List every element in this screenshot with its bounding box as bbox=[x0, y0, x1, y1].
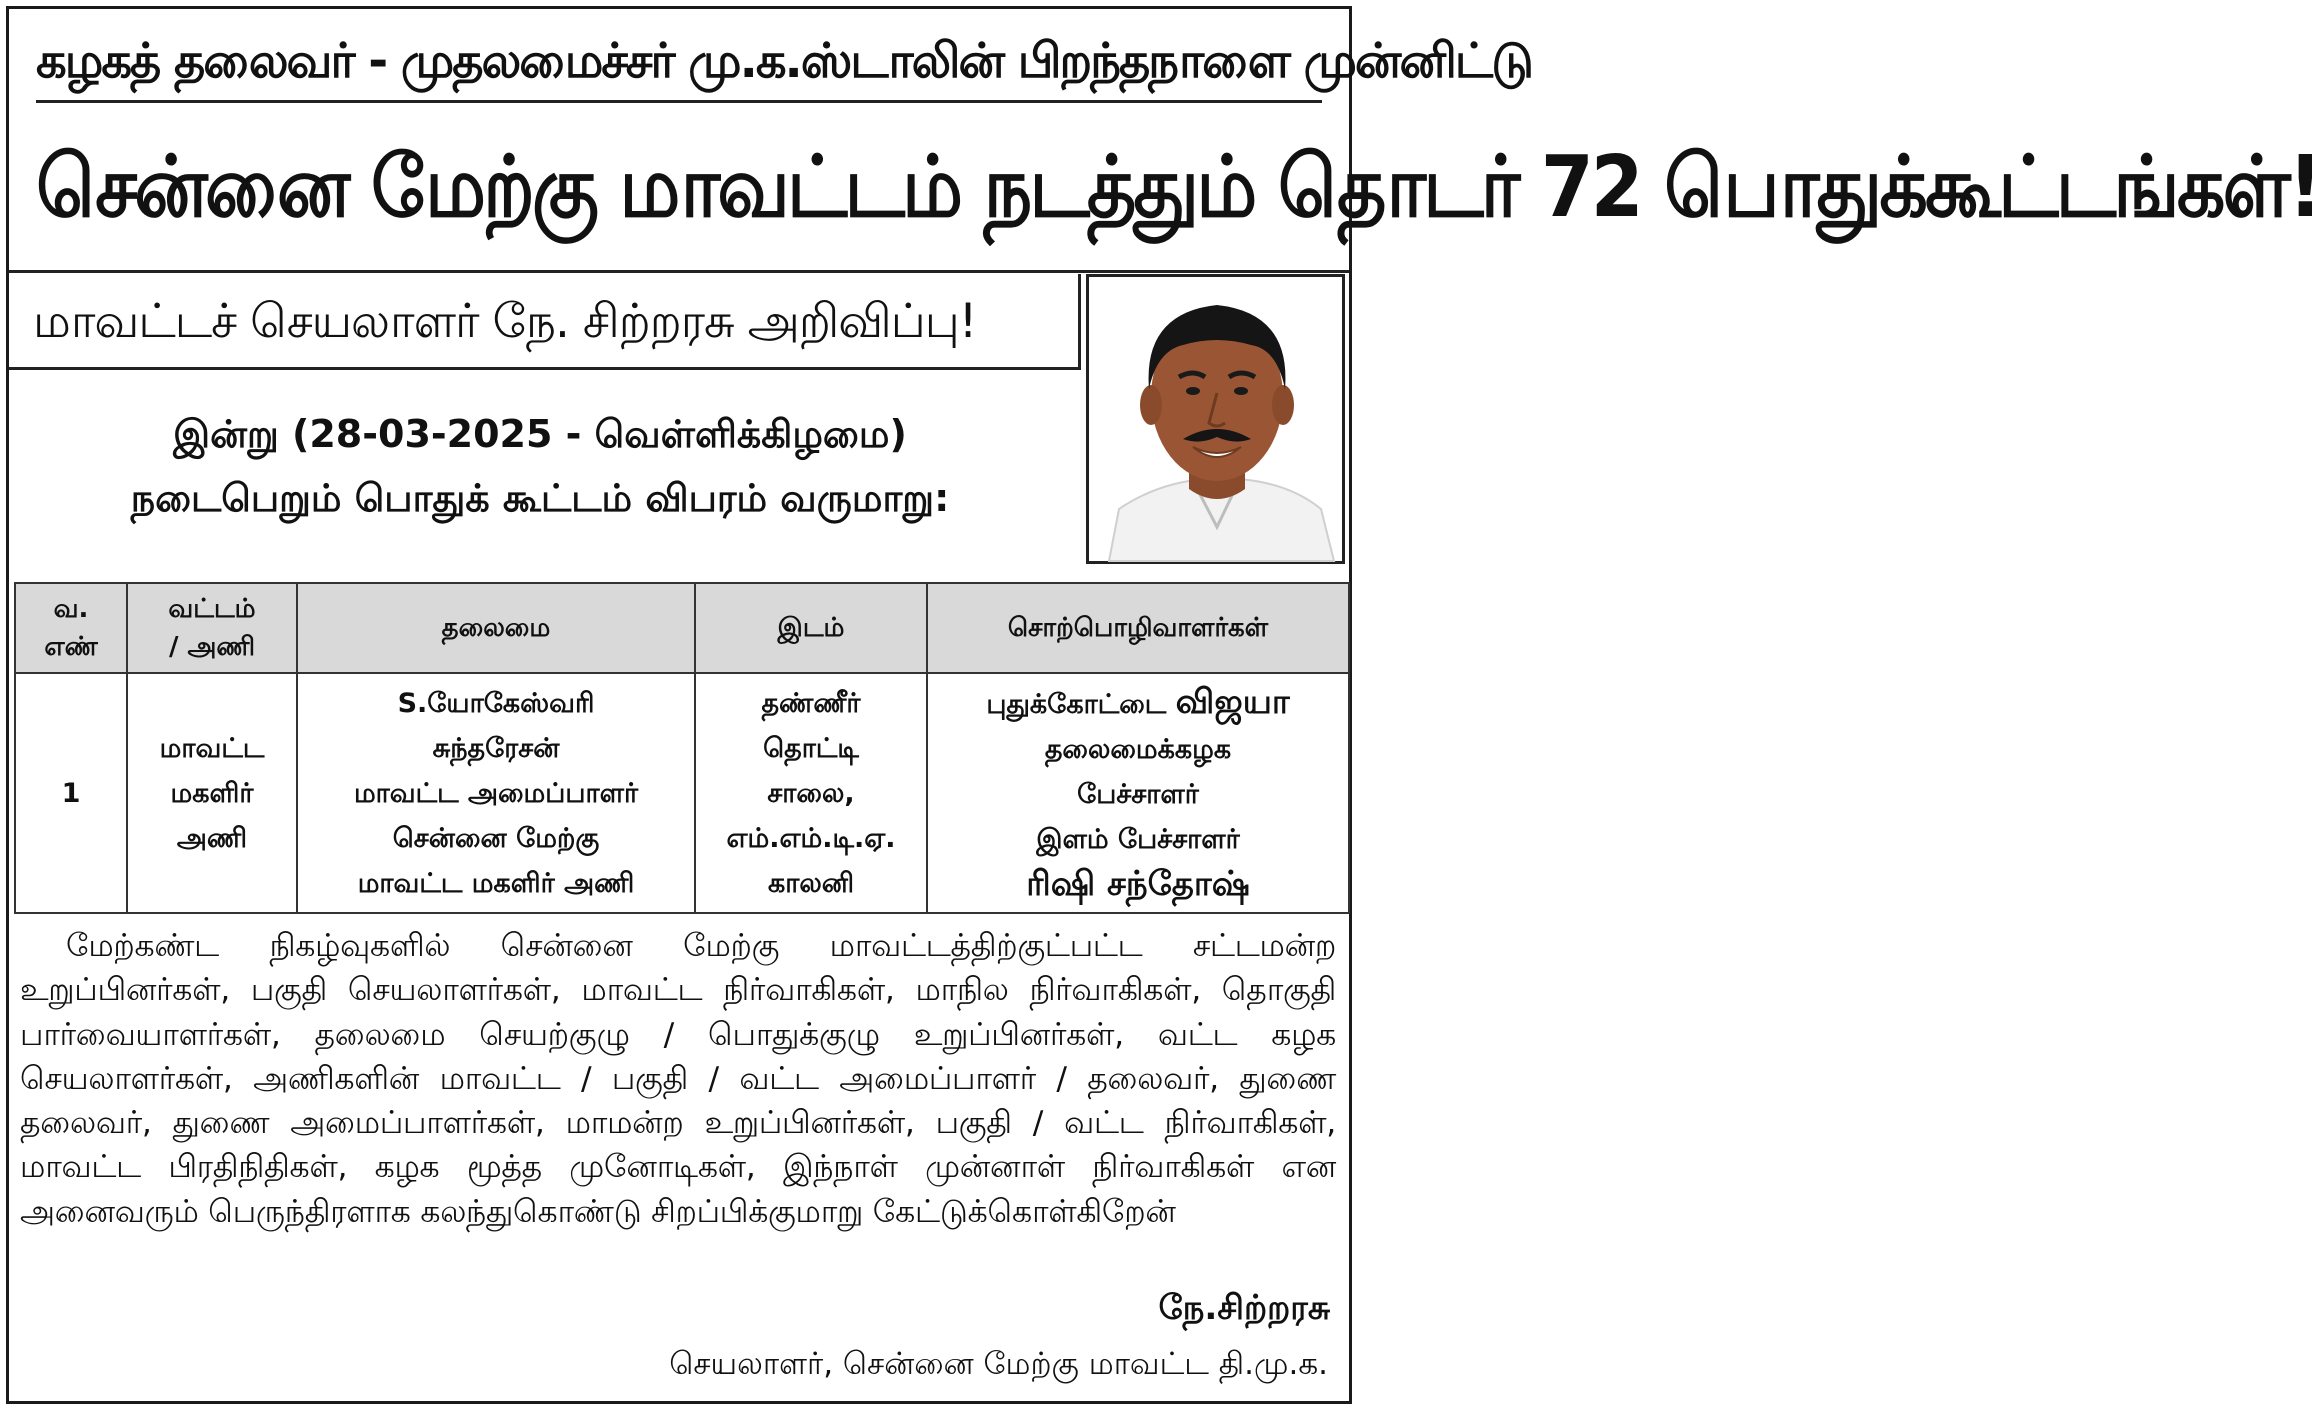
signatory-name: நே.சிற்றரசு bbox=[1158, 1288, 1330, 1328]
col-serial-line1: வ. bbox=[53, 594, 89, 624]
person-portrait-icon bbox=[1089, 277, 1342, 561]
ward-line: அணி bbox=[176, 822, 248, 854]
cell-serial: 1 bbox=[15, 673, 127, 913]
cell-ward bbox=[127, 673, 297, 913]
presided-line: சுந்தரேசன் bbox=[432, 732, 560, 764]
presided-line: சென்னை மேற்கு bbox=[392, 822, 600, 854]
schedule-table bbox=[14, 582, 1350, 914]
secretary-announcement: மாவட்டச் செயலாளர் நே. சிற்றரசு அறிவிப்பு! bbox=[9, 274, 1081, 370]
venue-line: காலனி bbox=[767, 867, 855, 899]
event-date: இன்று (28-03-2025 - வெள்ளிக்கிழமை) bbox=[173, 412, 907, 456]
presided-line: S.யோகேஸ்வரி bbox=[397, 687, 595, 719]
invitation-paragraph bbox=[20, 924, 1336, 1234]
col-presided: தலைமை bbox=[297, 583, 695, 673]
cell-venue bbox=[695, 673, 927, 913]
ward-line: மகளிர் bbox=[170, 777, 254, 809]
col-speakers: சொற்பொழிவாளர்கள் bbox=[927, 583, 1349, 673]
header-line-1: கழகத் தலைவர் - முதலமைச்சர் மு.க.ஸ்டாலின் பிறந்தநாளை முன்னிட்டு bbox=[36, 22, 1322, 103]
speaker-line: தலைமைக்கழக bbox=[1044, 733, 1232, 765]
col-venue: இடம் bbox=[695, 583, 927, 673]
presided-line: மாவட்ட அமைப்பாளர் bbox=[353, 777, 639, 809]
speaker-line: பேச்சாளர் bbox=[1077, 778, 1199, 810]
cell-speakers bbox=[927, 673, 1349, 913]
cell-presided bbox=[297, 673, 695, 913]
divider bbox=[9, 270, 1349, 273]
main-headline: சென்னை மேற்கு மாவட்டம் நடத்தும் தொடர் 72 பொதுக்கூட்டங்கள்! bbox=[36, 136, 2320, 237]
col-serial-line2: எண் bbox=[44, 632, 98, 662]
table-header-row bbox=[15, 583, 1349, 673]
event-details-heading: நடைபெறும் பொதுக் கூட்டம் விபரம் வருமாறு: bbox=[130, 476, 950, 520]
speaker-place: புதுக்கோட்டை bbox=[986, 688, 1176, 720]
venue-line: எம்.எம்.டி.ஏ. bbox=[726, 822, 896, 854]
invitation-text: மேற்கண்ட நிகழ்வுகளில் சென்னை மேற்கு மாவட்டத்திற்குட்பட்ட சட்டமன்ற உறுப்பினர்கள், பகுதி செயலாளர்கள், மாவட்ட நிர்வாகிகள், மாநில நிர்வாகிகள், தொகுதி பார்வையாளர்கள், தலைமை செயற்குழு / பொதுக்குழு உறுப்பினர்கள், வட்ட கழக செயலாளர்கள், அணிகளின் மாவட்ட / பகுதி / வட்ட அமைப்பாளர் / தலைவர், துணை தலைவர், துணை அமைப்பாளர்கள், மாமன்ற உறுப்பினர்கள், பகுதி / வட்ட நிர்வாகிகள், மாவட்ட பிரதிநிதிகள், கழக மூத்த முனோடிகள், இந்நாள் முன்னாள் நிர்வாகிகள் என அனைவரும் பெருந்திரளாக கலந்துகொண்டு சிறப்பிக்குமாறு கேட்டுக்கொள்கிறேன் bbox=[20, 928, 1336, 1230]
col-ward bbox=[127, 583, 297, 673]
ward-line: மாவட்ட bbox=[159, 732, 265, 764]
speaker-line: இளம் பேச்சாளர் bbox=[1036, 823, 1240, 855]
speaker-name: விஜயா bbox=[1175, 681, 1290, 722]
table-row bbox=[15, 673, 1349, 913]
venue-line: தண்ணீர் bbox=[761, 687, 861, 719]
signatory-role: செயலாளர், சென்னை மேற்கு மாவட்ட தி.மு.க. bbox=[669, 1346, 1328, 1382]
venue-line: சாலை, bbox=[767, 777, 855, 809]
col-serial bbox=[15, 583, 127, 673]
speaker-name: ரிஷி சந்தோஷ் bbox=[1026, 863, 1250, 904]
col-ward-line1: வட்டம் bbox=[168, 594, 256, 624]
col-ward-line2: / அணி bbox=[168, 632, 256, 662]
speaker-line bbox=[929, 680, 1347, 727]
secretary-photo bbox=[1086, 274, 1345, 564]
venue-line: தொட்டி bbox=[763, 732, 859, 764]
presided-line: மாவட்ட மகளிர் அணி bbox=[357, 867, 635, 899]
